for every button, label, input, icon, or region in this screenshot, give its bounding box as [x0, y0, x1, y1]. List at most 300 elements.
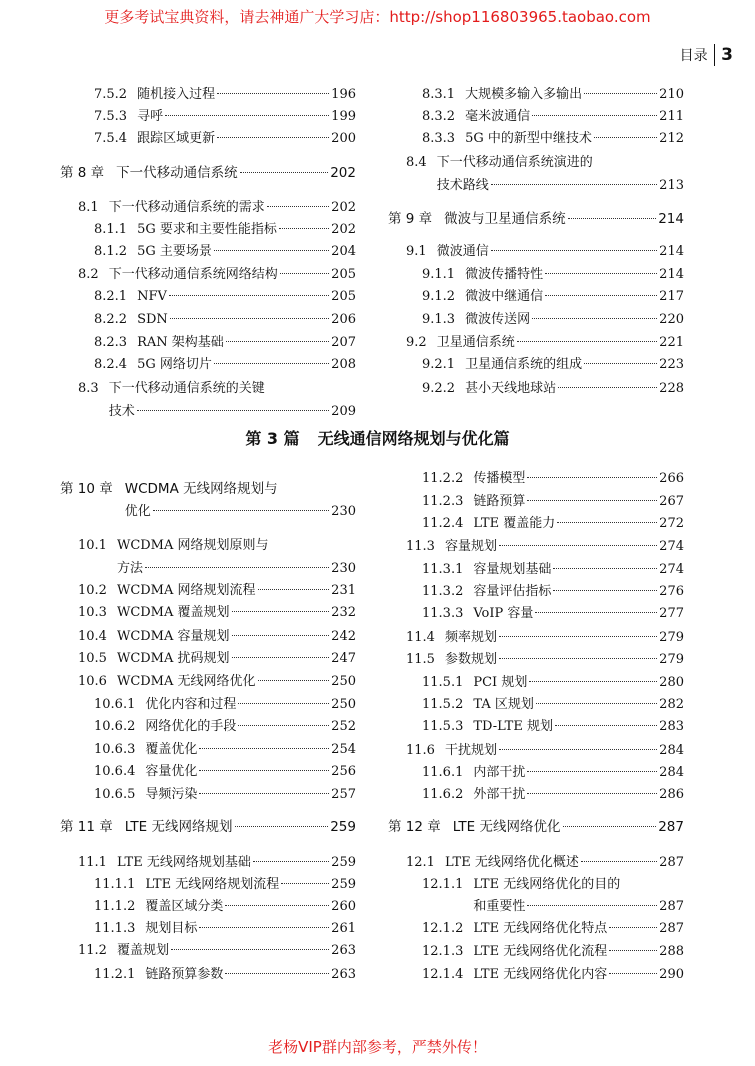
entry-title: 覆盖区域分类	[145, 899, 224, 914]
entry-title: VoIP 容量	[473, 606, 534, 621]
entry-number: 8.1.1	[94, 222, 128, 237]
page-ref: 242	[331, 629, 356, 644]
page-ref: 277	[659, 606, 684, 621]
entry-number: 10.6.2	[94, 719, 136, 734]
entry-title: 毫米波通信	[465, 109, 531, 124]
entry-title: 5G 主要场景	[137, 244, 212, 259]
entry-number: 12.1.4	[422, 967, 464, 982]
entry-number: 9.2	[406, 335, 427, 350]
dot-leader	[137, 410, 329, 411]
dot-leader	[281, 883, 329, 884]
entry-number: 10.6.3	[94, 742, 136, 757]
entry-number: 11.2	[78, 943, 107, 958]
entry-number: 12.1.1	[422, 877, 464, 892]
part-title: 无线通信网络规划与优化篇	[317, 429, 510, 448]
entry-title: 下一代移动通信系统	[116, 165, 238, 181]
entry-title: WCDMA 网络规划流程	[116, 583, 256, 598]
entry-title: 链路预算参数	[145, 967, 224, 982]
entry-title: LTE 无线网络优化的目的	[473, 877, 621, 892]
page-ref: 259	[331, 855, 356, 870]
page-ref: 208	[331, 357, 356, 372]
toc-entry	[473, 898, 684, 916]
dot-leader	[170, 318, 329, 319]
toc-entry	[406, 854, 684, 872]
toc-entry	[94, 741, 356, 759]
entry-number: 9.1.1	[422, 267, 456, 282]
page-ref: 250	[331, 674, 356, 689]
toc-entry	[422, 493, 684, 511]
entry-title: LTE 无线网络优化内容	[473, 967, 608, 982]
page-ref: 210	[659, 87, 684, 102]
page-ref: 287	[659, 921, 684, 936]
toc-entry	[422, 920, 684, 938]
entry-number: 11.5.1	[422, 675, 464, 690]
entry-title: LTE 无线网络规划基础	[116, 855, 251, 870]
dot-leader	[232, 657, 330, 658]
part-heading	[0, 426, 755, 449]
entry-title: 内部干扰	[473, 765, 526, 780]
entry-title: 容量规划基础	[473, 562, 552, 577]
toc-entry	[78, 942, 356, 960]
entry-title: NFV	[137, 289, 167, 304]
toc-entry	[94, 696, 356, 714]
entry-number: 8.4	[406, 155, 427, 170]
dot-leader	[165, 115, 329, 116]
page-ref: 287	[659, 855, 684, 870]
entry-title: LTE 无线网络优化流程	[473, 944, 608, 959]
toc-entry	[422, 966, 684, 984]
entry-title: 网络优化的手段	[145, 719, 237, 734]
entry-title: 甚小天线地球站	[465, 381, 557, 396]
dot-leader	[499, 658, 657, 659]
entry-title: WCDMA 覆盖规划	[116, 605, 230, 620]
toc-entry	[422, 108, 684, 126]
toc-entry	[94, 130, 356, 148]
page-ref: 284	[659, 765, 684, 780]
dot-leader	[232, 611, 330, 612]
entry-number: 10.1	[78, 538, 107, 553]
dot-leader	[171, 949, 329, 950]
entry-title: 微波传播特性	[465, 267, 544, 282]
entry-title: 链路预算	[473, 494, 526, 509]
toc-chapter-entry	[60, 480, 356, 498]
page-ref: 205	[331, 267, 356, 282]
entry-number: 10.3	[78, 605, 107, 620]
toc-entry	[94, 288, 356, 306]
page-ref: 266	[659, 471, 684, 486]
toc-entry	[94, 356, 356, 374]
dot-leader	[529, 681, 657, 682]
page-ref: 274	[659, 539, 684, 554]
part-label: 第 3 篇	[245, 429, 300, 448]
dot-leader	[225, 905, 329, 906]
entry-title: 导频污染	[145, 787, 198, 802]
entry-number: 第 8 章	[60, 165, 105, 181]
entry-number: 8.1.2	[94, 244, 128, 259]
dot-leader	[499, 545, 657, 546]
entry-title: LTE 无线网络规划流程	[145, 877, 280, 892]
page-ref: 231	[331, 583, 356, 598]
entry-number: 8.2.4	[94, 357, 128, 372]
page-ref: 284	[659, 743, 684, 758]
toc-entry	[422, 674, 684, 692]
entry-number: 8.2.2	[94, 312, 128, 327]
page-ref: 254	[331, 742, 356, 757]
toc-chapter-entry	[388, 210, 684, 228]
entry-title: 下一代移动通信系统的关键	[108, 381, 265, 396]
entry-number: 12.1	[406, 855, 435, 870]
entry-number: 9.2.2	[422, 381, 456, 396]
toc-entry	[422, 876, 684, 894]
entry-title: LTE 无线网络优化	[452, 819, 561, 835]
page-ref: 202	[330, 165, 356, 181]
dot-leader	[279, 228, 329, 229]
entry-number: 8.3.3	[422, 131, 456, 146]
dot-leader	[536, 703, 657, 704]
entry-number: 11.1.3	[94, 921, 136, 936]
toc-entry	[422, 288, 684, 306]
dot-leader	[217, 137, 329, 138]
page-ref: 250	[331, 697, 356, 712]
dot-leader	[235, 826, 329, 827]
entry-number: 第 12 章	[388, 819, 441, 835]
entry-title: LTE 无线网络优化概述	[444, 855, 579, 870]
entry-number: 9.2.1	[422, 357, 456, 372]
toc-entry	[94, 221, 356, 239]
toc-entry	[406, 243, 684, 261]
toc-entry	[406, 538, 684, 556]
dot-leader	[253, 861, 329, 862]
entry-title: 下一代移动通信系统演进的	[436, 155, 593, 170]
entry-number: 7.5.2	[94, 87, 128, 102]
toc-entry	[422, 470, 684, 488]
toc-entry	[422, 786, 684, 804]
entry-title: 容量评估指标	[473, 584, 552, 599]
entry-number: 10.6.5	[94, 787, 136, 802]
dot-leader	[258, 589, 330, 590]
dot-leader	[594, 137, 657, 138]
page-ref: 287	[658, 819, 684, 835]
page-number: 3	[721, 45, 733, 65]
entry-number: 11.2.1	[94, 967, 136, 982]
page-header	[680, 44, 733, 66]
entry-number: 8.2.3	[94, 335, 128, 350]
page-ref: 209	[331, 404, 356, 419]
entry-number: 10.6	[78, 674, 107, 689]
page-ref: 259	[331, 877, 356, 892]
toc-entry	[422, 718, 684, 736]
entry-number: 7.5.4	[94, 131, 128, 146]
toc-entry	[94, 876, 356, 894]
toc-entry	[406, 651, 684, 669]
dot-leader	[532, 318, 657, 319]
entry-title: 规划目标	[145, 921, 198, 936]
entry-number: 12.1.2	[422, 921, 464, 936]
entry-title: 频率规划	[444, 630, 497, 645]
entry-title: 5G 网络切片	[137, 357, 212, 372]
page-ref: 286	[659, 787, 684, 802]
toc-entry	[94, 966, 356, 984]
toc-entry	[406, 154, 684, 172]
toc-entry	[422, 583, 684, 601]
entry-number: 11.6	[406, 743, 435, 758]
dot-leader	[217, 93, 329, 94]
toc-entry	[94, 920, 356, 938]
page-ref: 276	[659, 584, 684, 599]
entry-title: 干扰规划	[444, 743, 497, 758]
dot-leader	[557, 522, 657, 523]
entry-title: PCI 规划	[473, 675, 528, 690]
dot-leader	[491, 250, 657, 251]
entry-title: 外部干扰	[473, 787, 526, 802]
toc-label: 目录	[679, 48, 708, 64]
page-ref: 207	[331, 335, 356, 350]
dot-leader	[491, 184, 657, 185]
entry-number: 第 10 章	[60, 481, 113, 497]
dot-leader	[214, 363, 329, 364]
entry-number: 8.3	[78, 381, 99, 396]
toc-entry	[78, 582, 356, 600]
page-ref: 196	[331, 87, 356, 102]
entry-title: 容量规划	[444, 539, 497, 554]
page-ref: 247	[331, 651, 356, 666]
entry-title: WCDMA 扰码规划	[116, 651, 230, 666]
entry-number: 11.5	[406, 652, 435, 667]
dot-leader	[232, 635, 330, 636]
dot-leader	[527, 477, 657, 478]
entry-number: 11.2.4	[422, 516, 464, 531]
dot-leader	[532, 115, 657, 116]
entry-number: 8.2	[78, 267, 99, 282]
entry-number: 7.5.3	[94, 109, 128, 124]
entry-number: 11.3.2	[422, 584, 464, 599]
entry-title: LTE 无线网络优化特点	[473, 921, 608, 936]
toc-entry	[94, 334, 356, 352]
entry-number: 10.5	[78, 651, 107, 666]
dot-leader	[499, 749, 657, 750]
toc-entry	[422, 311, 684, 329]
dot-leader	[169, 295, 329, 296]
toc-entry	[78, 604, 356, 622]
toc-entry	[94, 108, 356, 126]
page-ref: 272	[659, 516, 684, 531]
dot-leader	[527, 500, 657, 501]
page-ref: 206	[331, 312, 356, 327]
entry-number: 11.3.3	[422, 606, 464, 621]
entry-title: LTE 覆盖能力	[473, 516, 556, 531]
entry-title: 传播模型	[473, 471, 526, 486]
page-ref: 199	[331, 109, 356, 124]
page-ref: 211	[659, 109, 684, 124]
entry-number: 9.1.2	[422, 289, 456, 304]
toc-entry	[94, 86, 356, 104]
entry-title: WCDMA 无线网络优化	[116, 674, 256, 689]
page-ref: 280	[659, 675, 684, 690]
dot-leader	[199, 748, 329, 749]
entry-number: 11.6.1	[422, 765, 464, 780]
page-ref: 290	[659, 967, 684, 982]
entry-title: WCDMA 容量规划	[116, 629, 230, 644]
entry-number: 8.3.1	[422, 87, 456, 102]
dot-leader	[609, 973, 657, 974]
entry-number: 第 9 章	[388, 211, 433, 227]
toc-entry	[406, 629, 684, 647]
page-ref: 214	[658, 211, 684, 227]
entry-title: 大规模多输入多输出	[465, 87, 583, 102]
entry-title: 覆盖规划	[116, 943, 169, 958]
toc-chapter-entry	[60, 818, 356, 836]
header-divider	[714, 44, 716, 66]
toc-entry	[422, 266, 684, 284]
dot-leader	[563, 826, 657, 827]
toc-entry	[406, 742, 684, 760]
toc-entry	[406, 334, 684, 352]
toc-entry	[437, 177, 684, 195]
entry-title: 微波通信	[436, 244, 489, 259]
toc-entry	[422, 696, 684, 714]
entry-title: 跟踪区域更新	[137, 131, 216, 146]
dot-leader	[545, 273, 657, 274]
entry-number: 10.4	[78, 629, 107, 644]
entry-number: 10.6.4	[94, 764, 136, 779]
page-ref: 200	[331, 131, 356, 146]
toc-chapter-entry	[388, 818, 684, 836]
page-ref: 288	[659, 944, 684, 959]
page-ref: 213	[659, 178, 684, 193]
dot-leader	[145, 567, 329, 568]
entry-title: 卫星通信系统	[436, 335, 515, 350]
dot-leader	[535, 612, 657, 613]
toc-entry	[422, 605, 684, 623]
entry-number: 8.2.1	[94, 289, 128, 304]
dot-leader	[238, 725, 329, 726]
dot-leader	[527, 771, 657, 772]
entry-title: 技术路线	[436, 178, 489, 193]
dot-leader	[558, 387, 657, 388]
toc-entry	[109, 403, 356, 421]
toc-entry	[94, 311, 356, 329]
toc-entry	[94, 243, 356, 261]
page-ref: 279	[659, 652, 684, 667]
page-ref: 214	[659, 244, 684, 259]
entry-title: SDN	[137, 312, 168, 327]
page-ref: 220	[659, 312, 684, 327]
entry-title: 优化	[124, 504, 151, 519]
entry-number: 8.1	[78, 200, 99, 215]
footer-notice: 老杨VIP群内部参考，严禁外传！	[268, 1038, 487, 1056]
dot-leader	[214, 250, 329, 251]
entry-title: WCDMA 网络规划原则与	[116, 538, 269, 553]
entry-number: 11.1.2	[94, 899, 136, 914]
page-ref: 287	[659, 899, 684, 914]
dot-leader	[199, 927, 329, 928]
dot-leader	[258, 680, 330, 681]
entry-title: 下一代移动通信系统的需求	[108, 200, 265, 215]
toc-entry	[422, 356, 684, 374]
toc-entry	[422, 764, 684, 782]
dot-leader	[199, 793, 329, 794]
page-ref: 263	[331, 967, 356, 982]
toc-entry	[422, 561, 684, 579]
page-ref: 202	[331, 222, 356, 237]
promo-banner: 更多考试宝典资料，请去神通广大学习店：http://shop116803965.taobao.com	[104, 8, 651, 26]
page-ref: 223	[659, 357, 684, 372]
toc-entry	[94, 718, 356, 736]
entry-title: 优化内容和过程	[145, 697, 237, 712]
dot-leader	[199, 770, 329, 771]
page-ref: 274	[659, 562, 684, 577]
entry-number: 10.2	[78, 583, 107, 598]
entry-title: 下一代移动通信系统网络结构	[108, 267, 278, 282]
dot-leader	[240, 172, 329, 173]
entry-title: 技术	[108, 404, 135, 419]
toc-entry	[422, 515, 684, 533]
toc-chapter-entry	[60, 164, 356, 182]
toc-entry	[78, 266, 356, 284]
entry-title: 寻呼	[137, 109, 164, 124]
entry-number: 11.5.2	[422, 697, 464, 712]
dot-leader	[568, 218, 657, 219]
page-ref: 267	[659, 494, 684, 509]
dot-leader	[553, 590, 657, 591]
page-ref: 217	[659, 289, 684, 304]
entry-number: 11.2.2	[422, 471, 464, 486]
dot-leader	[584, 93, 657, 94]
entry-number: 11.3.1	[422, 562, 464, 577]
dot-leader	[517, 341, 657, 342]
toc-entry	[78, 650, 356, 668]
page-ref: 261	[331, 921, 356, 936]
entry-number: 11.5.3	[422, 719, 464, 734]
toc-entry	[78, 199, 356, 217]
entry-title: 方法	[116, 561, 143, 576]
toc-entry	[94, 898, 356, 916]
dot-leader	[584, 363, 657, 364]
dot-leader	[527, 905, 657, 906]
entry-title: 5G 中的新型中继技术	[465, 131, 592, 146]
page-ref: 252	[331, 719, 356, 734]
entry-title: TA 区规划	[473, 697, 534, 712]
entry-title: 卫星通信系统的组成	[465, 357, 583, 372]
page-ref: 202	[331, 200, 356, 215]
toc-entry	[78, 673, 356, 691]
entry-number: 第 11 章	[60, 819, 113, 835]
page-ref: 230	[331, 561, 356, 576]
toc-entry	[422, 380, 684, 398]
entry-number: 9.1.3	[422, 312, 456, 327]
page-ref: 283	[659, 719, 684, 734]
page-ref: 212	[659, 131, 684, 146]
entry-number: 8.3.2	[422, 109, 456, 124]
entry-number: 11.6.2	[422, 787, 464, 802]
entry-title: 参数规划	[444, 652, 497, 667]
entry-title: 微波中继通信	[465, 289, 544, 304]
entry-number: 11.3	[406, 539, 435, 554]
entry-title: 随机接入过程	[137, 87, 216, 102]
toc-entry	[422, 86, 684, 104]
entry-number: 12.1.3	[422, 944, 464, 959]
toc-entry	[422, 130, 684, 148]
entry-title: TD-LTE 规划	[473, 719, 553, 734]
dot-leader	[226, 341, 329, 342]
entry-title: RAN 架构基础	[137, 335, 224, 350]
entry-title: WCDMA 无线网络规划与	[124, 481, 278, 497]
dot-leader	[527, 793, 657, 794]
entry-title: 微波与卫星通信系统	[444, 211, 566, 227]
toc-entry	[94, 786, 356, 804]
toc-entry	[125, 503, 356, 521]
dot-leader	[225, 973, 329, 974]
